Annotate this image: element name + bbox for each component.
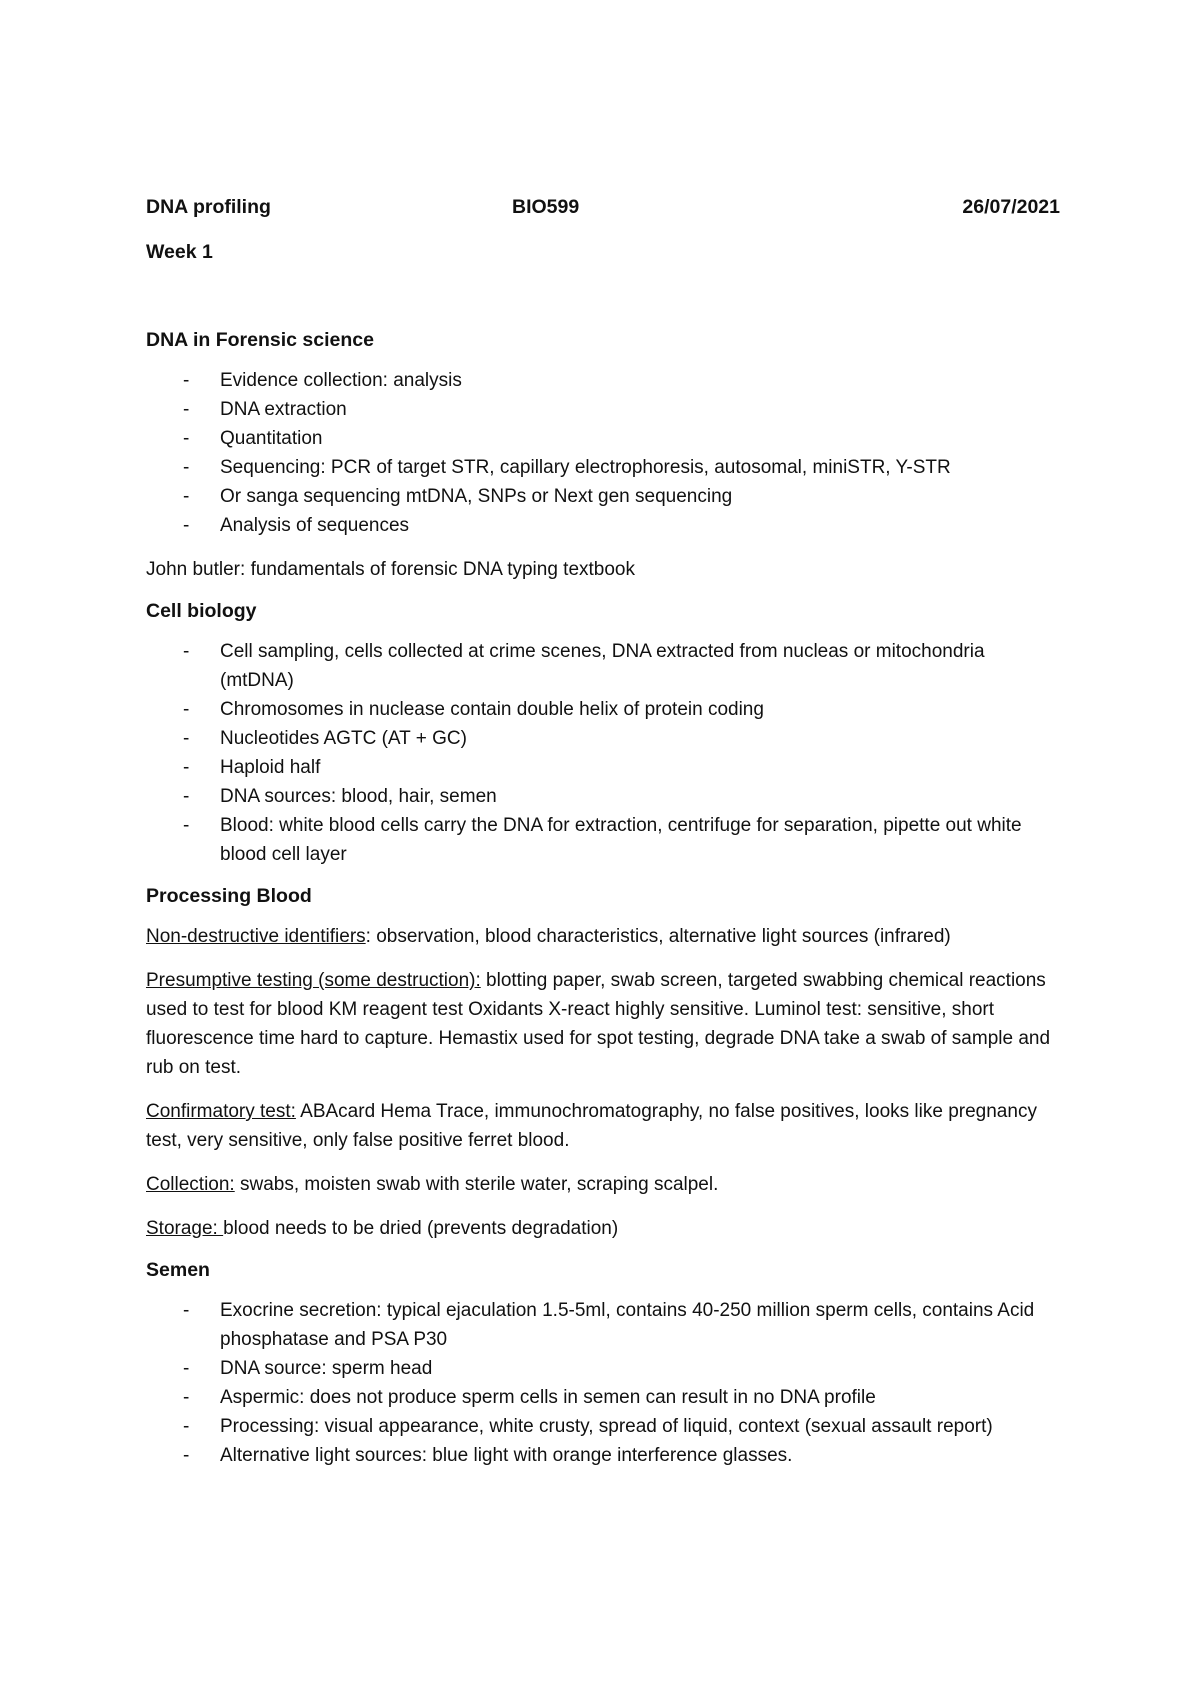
list-item: - Evidence collection: analysis bbox=[183, 370, 462, 391]
list-item: - Exocrine secretion: typical ejaculation 1.5-5ml, contains 40-250 million sperm cells, contains Acid phosphatase and PSA P30 bbox=[183, 1300, 1035, 1350]
list-item: - DNA sources: blood, hair, semen bbox=[183, 786, 497, 807]
document-date: 26/07/2021 bbox=[962, 196, 1060, 218]
reference-note: John butler: fundamentals of forensic DNA typing textbook bbox=[146, 559, 635, 580]
paragraph-presumptive: Presumptive testing (some destruction): blotting paper, swab screen, targeted swabbing chemical reactions used to test for blood KM reagent test Oxidants X-react highly sensitive. Luminol test: sensitive, short fluorescence time hard to capture. Hemastix used for spot testing, degrade DNA take a swab of sample and rub on test. bbox=[146, 970, 1051, 1078]
week-label: Week 1 bbox=[146, 241, 213, 263]
list-item: - DNA source: sperm head bbox=[183, 1358, 433, 1379]
paragraph-storage: Storage: blood needs to be dried (prevents degradation) bbox=[146, 1218, 619, 1239]
paragraph-non-destructive: Non-destructive identifiers: observation, blood characteristics, alternative light sources (infrared) bbox=[146, 926, 951, 947]
document-header bbox=[146, 192, 1060, 222]
list-item: - Processing: visual appearance, white crusty, spread of liquid, context (sexual assault report) bbox=[183, 1416, 993, 1437]
section-heading-forensic: DNA in Forensic science bbox=[146, 329, 374, 351]
forensic-list bbox=[146, 366, 1060, 540]
list-item: - Nucleotides AGTC (AT + GC) bbox=[183, 728, 467, 749]
section-heading-semen: Semen bbox=[146, 1259, 210, 1281]
section-heading-processing-blood: Processing Blood bbox=[146, 885, 312, 907]
paragraph-confirmatory: Confirmatory test: ABAcard Hema Trace, immunochromatography, no false positives, looks like pregnancy test, very sensitive, only false positive ferret blood. bbox=[146, 1101, 1037, 1151]
list-item: - Quantitation bbox=[183, 428, 323, 449]
paragraph-collection: Collection: swabs, moisten swab with sterile water, scraping scalpel. bbox=[146, 1174, 719, 1195]
course-code: BIO599 bbox=[512, 196, 580, 218]
list-item: - Sequencing: PCR of target STR, capillary electrophoresis, autosomal, miniSTR, Y-STR bbox=[183, 457, 951, 478]
list-item: - Aspermic: does not produce sperm cells in semen can result in no DNA profile bbox=[183, 1387, 876, 1408]
list-item: - Chromosomes in nuclease contain double helix of protein coding bbox=[183, 699, 764, 720]
list-item: - Alternative light sources: blue light with orange interference glasses. bbox=[183, 1445, 793, 1466]
semen-list bbox=[146, 1296, 1060, 1470]
list-item: - Cell sampling, cells collected at crime scenes, DNA extracted from nucleas or mitochondria (mtDNA) bbox=[183, 641, 985, 691]
cell-biology-list bbox=[146, 637, 1060, 869]
list-item: - Analysis of sequences bbox=[183, 515, 410, 536]
list-item: - Haploid half bbox=[183, 757, 321, 778]
list-item: - Or sanga sequencing mtDNA, SNPs or Next gen sequencing bbox=[183, 486, 733, 507]
list-item: - Blood: white blood cells carry the DNA for extraction, centrifuge for separation, pipette out white blood cell layer bbox=[183, 815, 1022, 865]
list-item: - DNA extraction bbox=[183, 399, 347, 420]
section-heading-cell-biology: Cell biology bbox=[146, 600, 257, 622]
document-title: DNA profiling bbox=[146, 196, 271, 218]
